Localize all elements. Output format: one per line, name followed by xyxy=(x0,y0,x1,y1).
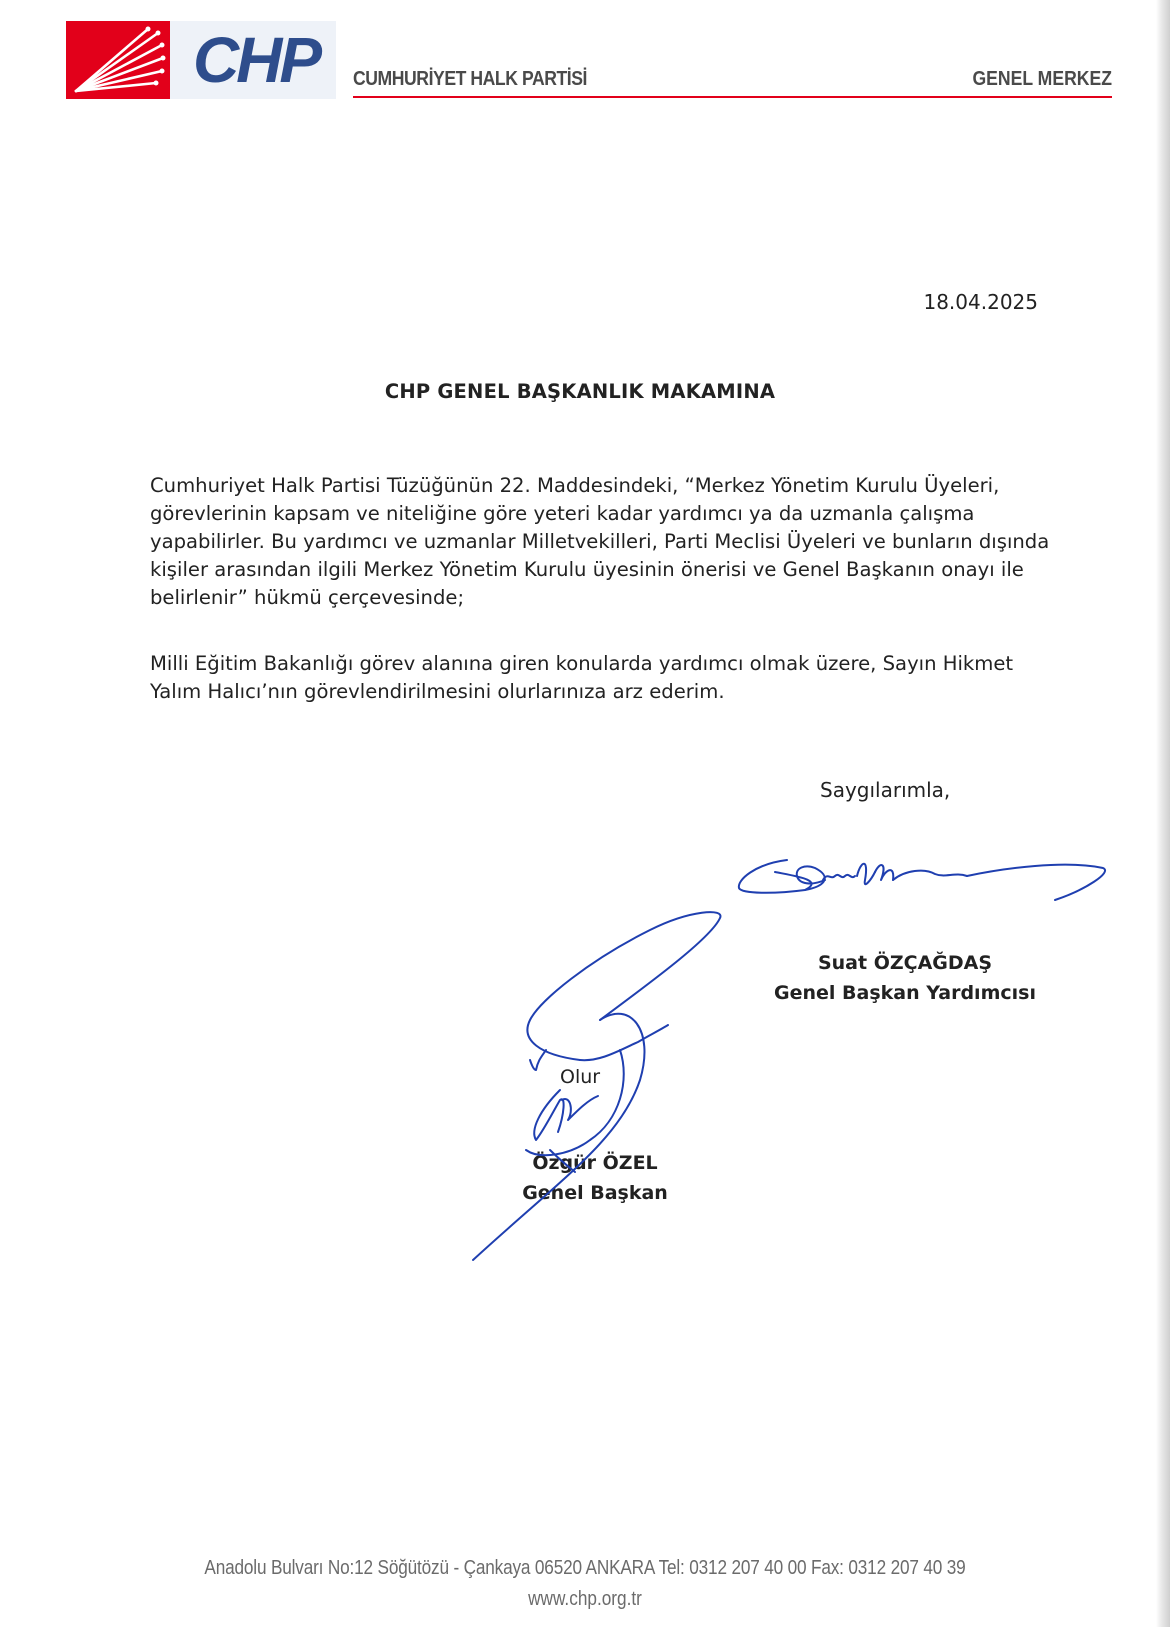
letter-date: 18.04.2025 xyxy=(923,290,1038,314)
paragraph-line: kişiler arasından ilgili Merkez Yönetim Kurulu üyesinin önerisi ve Genel Başkanın onayı ile xyxy=(150,558,1024,581)
page-shadow xyxy=(1156,0,1170,1627)
footer-website: www.chp.org.tr xyxy=(528,1588,642,1610)
requester-title: Genel Başkan Yardımcısı xyxy=(774,982,1036,1004)
paragraph-line: görevlerinin kapsam ve niteliğine göre yeteri kadar yardımcı ya da uzmanla çalışma xyxy=(150,502,975,525)
letter-recipient: CHP GENEL BAŞKANLIK MAKAMINA xyxy=(384,380,776,403)
requester-signature xyxy=(735,850,1135,950)
chp-logo xyxy=(66,21,336,99)
approver-title: Genel Başkan xyxy=(522,1182,668,1204)
paragraph-line: Cumhuriyet Halk Partisi Tüzüğünün 22. Maddesindeki, “Merkez Yönetim Kurulu Üyeleri, xyxy=(150,474,1000,497)
approver-signature xyxy=(470,910,750,1270)
logo-text: CHP xyxy=(192,24,320,96)
closing-salutation: Saygılarımla, xyxy=(820,778,951,802)
party-name: CUMHURİYET HALK PARTİSİ xyxy=(353,68,587,90)
paragraph-line: yapabilirler. Bu yardımcı ve uzmanlar Milletvekilleri, Parti Meclisi Üyeleri ve bunların dışında xyxy=(150,530,1050,553)
office-name: GENEL MERKEZ xyxy=(972,68,1112,90)
paragraph-line: belirlenir” hükmü çerçevesinde; xyxy=(150,586,465,609)
paragraph-line: Yalım Halıcı’nın görevlendirilmesini olurlarınıza arz ederim. xyxy=(150,680,725,703)
approval-label: Olur xyxy=(560,1066,601,1088)
paragraph-line: Milli Eğitim Bakanlığı görev alanına giren konularda yardımcı olmak üzere, Sayın Hikmet xyxy=(150,652,1014,675)
footer-address: Anadolu Bulvarı No:12 Söğütözü - Çankaya 06520 ANKARA Tel: 0312 207 40 00 Fax: 0312 207 40 39 xyxy=(204,1557,966,1579)
paragraph-2 xyxy=(150,650,1050,706)
six-arrows-emblem xyxy=(66,21,170,99)
requester-name: Suat ÖZÇAĞDAŞ xyxy=(817,952,993,974)
approver-name: Özgür ÖZEL xyxy=(532,1152,658,1174)
header-divider xyxy=(353,96,1112,98)
paragraph-1 xyxy=(150,472,1050,612)
